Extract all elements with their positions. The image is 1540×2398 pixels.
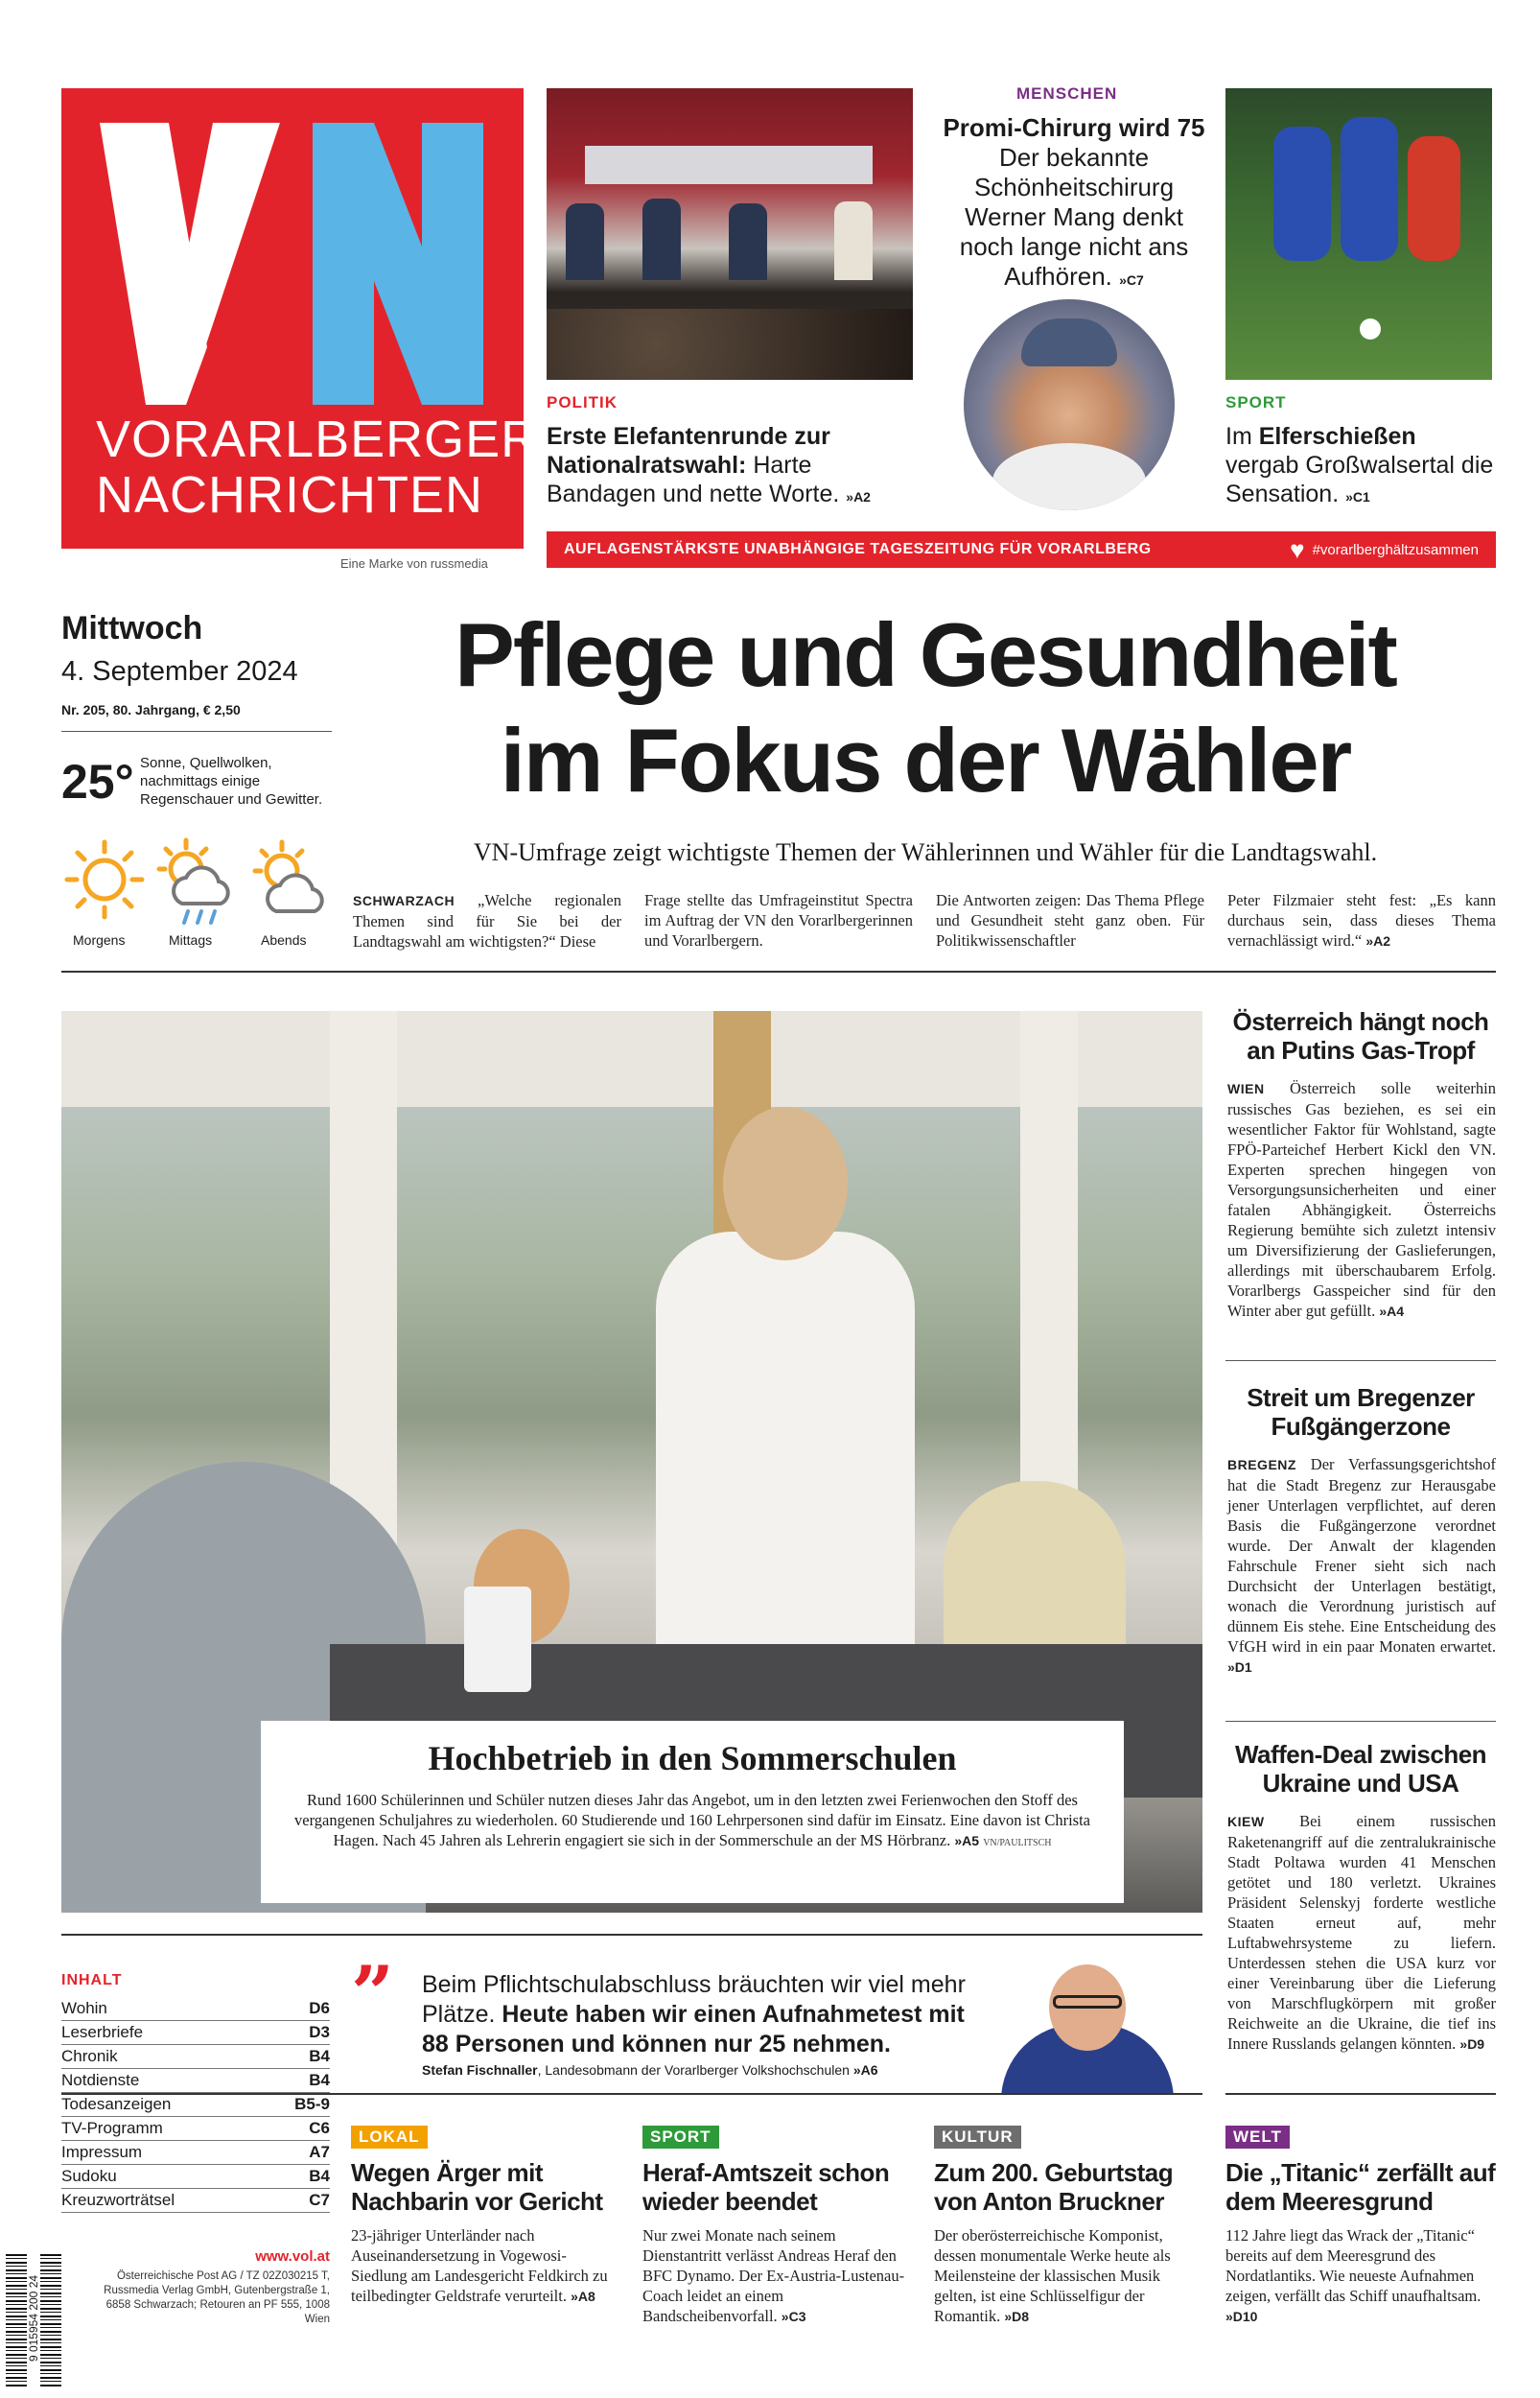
politics-headline[interactable] bbox=[547, 422, 921, 511]
quote-author bbox=[422, 2062, 997, 2078]
period-evening: Abends bbox=[261, 932, 307, 948]
masthead-logo bbox=[61, 88, 540, 549]
contents-item[interactable] bbox=[61, 2069, 330, 2093]
contents-item-label: Sudoku bbox=[61, 2167, 117, 2185]
sidebar-2-text bbox=[1227, 1454, 1496, 1678]
section-sport[interactable] bbox=[642, 2126, 911, 2327]
sidebar-divider-1 bbox=[1225, 1360, 1496, 1361]
sidebar-2-location: BREGENZ bbox=[1227, 1457, 1296, 1472]
photo-credit: VN/PAULITSCH bbox=[983, 1838, 1052, 1848]
contents-item-label: Chronik bbox=[61, 2047, 118, 2065]
quote-text-bold: Heute haben wir einen Aufnahmetest mit 88 Personen und können nur 25 nehmen. bbox=[422, 2001, 965, 2057]
lead-col-3: Die Antworten zeigen: Das Thema Pflege und Gesundheit steht ganz oben. Für Politikwissenschaftler bbox=[936, 891, 1204, 950]
sidebar-3-location: KIEW bbox=[1227, 1814, 1265, 1829]
lead-headline-line1: Pflege und Gesundheit bbox=[455, 604, 1396, 705]
section-local-headline: Wegen Ärger mit Nachbarin vor Gericht bbox=[351, 2158, 603, 2216]
section-world-body: 112 Jahre liegt das Wrack der „Titanic“ bereits auf dem Meeresgrund des Nordatlantiks. Wie neueste Aufnahmen zeigen, verfällt das Schiff unaufhaltsam. bbox=[1225, 2226, 1482, 2305]
brand-note: Eine Marke von russmedia bbox=[340, 556, 488, 571]
contents-item[interactable] bbox=[61, 2117, 330, 2141]
sidebar-3-ref: »D9 bbox=[1459, 2036, 1485, 2052]
section-sport-ref: »C3 bbox=[781, 2309, 806, 2324]
contents-item-page: D3 bbox=[309, 2023, 330, 2041]
sidebar-1-location: WIEN bbox=[1227, 1081, 1265, 1096]
sidebar-3-body: Bei einem russischen Raketenangriff auf die zentralukrainische Stadt Poltawa wurden 41 Menschen getötet und 180 verletzt. Ukraines Präsident Selenskyj forderte westliche Staaten erneut auf, mehr Luftabwehrsysteme zu liefern. Unterdessen stehen die USA kurz vor einer Vereinbarung über die Lieferung von Marschflugkörpern mit großer Reichweite an die Ukraine, die tief ins Innere Russlands gelangen könnten. bbox=[1227, 1812, 1497, 2053]
section-local[interactable] bbox=[351, 2126, 619, 2307]
lead-rule bbox=[61, 971, 1496, 973]
quote-text bbox=[422, 1970, 978, 2059]
contents-item-page: D6 bbox=[309, 1999, 330, 2017]
footer-url[interactable]: www.vol.at bbox=[255, 2248, 330, 2265]
sidebar-1-body: Österreich solle weiterhin russisches Gas beziehen, es sei ein wesentlicher Faktor für Wohlstand, sagte FPÖ-Parteichef Herbert Kickl den VN. Experten sprechen hingegen von Versorgungsunsicherheiten und einer fatalen Abhängigkeit. Österreichs Regierung bemühte sich zuletzt intensiv um Diversifizierung der Gaslieferungen, allerdings mit überschaubarem Erfolg. Vorarlbergs Gasspeicher sind für den Winter aber gut gefüllt. bbox=[1227, 1079, 1496, 1320]
people-photo bbox=[964, 299, 1175, 510]
lead-col-2: Frage stellte das Umfrageinstitut Spectra im Auftrag der VN den Vorarlbergerinnen und Vorarlbergern. bbox=[644, 891, 913, 950]
politics-photo bbox=[547, 88, 913, 380]
contents-item-page: C7 bbox=[309, 2191, 330, 2209]
vn-logo-mark bbox=[61, 88, 524, 405]
sidebar-bottom-rule bbox=[1225, 2093, 1496, 2095]
sport-photo bbox=[1225, 88, 1492, 380]
lead-col-4 bbox=[1227, 890, 1496, 952]
thunderstorm-icon bbox=[153, 836, 240, 932]
section-badge-local: LOKAL bbox=[351, 2126, 428, 2149]
lead-col1-text: „Welche regionalen Themen sind für Sie bei der Landtagswahl am wichtigsten?“ Diese bbox=[353, 891, 621, 951]
contents-item-page: B4 bbox=[309, 2071, 330, 2089]
contents-item-page: A7 bbox=[309, 2143, 330, 2161]
contents-item-page: C6 bbox=[309, 2119, 330, 2137]
barcode-number: 9 015954 200 24 bbox=[27, 2246, 40, 2390]
section-badge-world: WELT bbox=[1225, 2126, 1290, 2149]
contents-item-label: TV-Programm bbox=[61, 2119, 163, 2137]
section-culture-ref: »D8 bbox=[1004, 2309, 1030, 2324]
photo-story-ref: »A5 bbox=[954, 1833, 980, 1848]
main-bottom-rule bbox=[61, 1934, 1202, 1936]
period-noon: Mittags bbox=[169, 932, 213, 948]
contents-item[interactable] bbox=[61, 1997, 330, 2021]
contents-list bbox=[61, 1997, 330, 2213]
sidebar-2-ref: »D1 bbox=[1227, 1659, 1252, 1675]
photo-story-body: Rund 1600 Schülerinnen und Schüler nutzen dieses Jahr das Angebot, um in den letzten zwei Ferienwochen den Stoff des vergangenen Schuljahres zu wiederholen. 60 Studierende und 160 Lehrpersonen sind dafür im Einsatz. Eine davon ist Christa Hagen. Nach 45 Jahren als Lehrerin engagiert sie sich in der Sommerschule an der MS Hörbranz. bbox=[294, 1791, 1090, 1849]
contents-item-label: Notdienste bbox=[61, 2071, 140, 2089]
people-headline-rest: Der bekannte Schönheitschirurg Werner Mang denkt noch lange nicht ans Aufhören. bbox=[959, 143, 1189, 291]
contents-item[interactable] bbox=[61, 2141, 330, 2165]
contents-item-label: Leserbriefe bbox=[61, 2023, 144, 2041]
tagline-text: AUFLAGENSTÄRKSTE UNABHÄNGIGE TAGESZEITUNG FÜR VORARLBERG bbox=[564, 541, 1152, 557]
masthead-name-line2: NACHRICHTEN bbox=[96, 466, 484, 524]
photo-story-headline[interactable]: Hochbetrieb in den Sommerschulen bbox=[428, 1739, 957, 1777]
section-local-body: 23-jähriger Unterländer nach Auseinandersetzung in Vogewosi-Siedlung am Landesgericht Feldkirch zu teilbedingter Geldstrafe verurteilt. bbox=[351, 2226, 608, 2305]
contents-item-page: B5-9 bbox=[294, 2095, 330, 2113]
partly-cloudy-icon bbox=[247, 836, 334, 923]
weather-text: Sonne, Quellwolken, nachmittags einige Regenschauer und Gewitter. bbox=[140, 755, 323, 808]
heart-icon: ♥ bbox=[1290, 535, 1305, 564]
footer-imprint: Österreichische Post AG / TZ 02Z030215 T, Russmedia Verlag GmbH, Gutenbergstraße 1, 6858 Schwarzach; Retouren an PF 555, 1008 Wien bbox=[104, 2270, 330, 2325]
people-headline-bold: Promi-Chirurg wird 75 bbox=[943, 113, 1205, 142]
sidebar-3-headline[interactable]: Waffen-Deal zwischen Ukraine und USA bbox=[1234, 1740, 1487, 1798]
temperature: 25° bbox=[61, 755, 134, 809]
section-local-text bbox=[351, 2225, 619, 2307]
section-sport-body: Nur zwei Monate nach seinem Dienstantritt verlässt Andreas Heraf den BFC Dynamo. Der Ex-Austria-Lustenau-Coach leidet an einem Bandscheibenvorfall. bbox=[642, 2226, 905, 2325]
people-headline[interactable] bbox=[935, 113, 1213, 295]
section-world-headline: Die „Titanic“ zerfällt auf dem Meeresgrund bbox=[1225, 2158, 1496, 2216]
contents-item[interactable] bbox=[61, 2093, 330, 2117]
contents-item-label: Kreuzworträtsel bbox=[61, 2191, 175, 2209]
sidebar-1-text bbox=[1227, 1078, 1496, 1322]
section-culture-text bbox=[934, 2225, 1202, 2327]
section-culture-body: Der oberösterreichische Komponist, dessen monumentale Werke heute als Meilensteine der klassischen Musik gelten, ist eine Schlüsselfigur der Romantik. bbox=[934, 2226, 1171, 2325]
lead-headline-line2: im Fokus der Wähler bbox=[500, 710, 1351, 811]
contents-item[interactable] bbox=[61, 2021, 330, 2045]
politics-kicker: POLITIK bbox=[547, 393, 618, 411]
sport-ref: »C1 bbox=[1345, 489, 1370, 505]
politics-ref: »A2 bbox=[846, 489, 871, 505]
politics-headline-bold: Erste Elefantenrunde zur Nationalratswahl: bbox=[547, 423, 830, 479]
lead-subhead: VN-Umfrage zeigt wichtigste Themen der Wählerinnen und Wähler für die Landtagswahl. bbox=[473, 838, 1378, 866]
lead-col4-text: Peter Filzmaier steht fest: „Es kann durchaus sein, dass dieses Thema vernachlässigt wird.“ bbox=[1227, 891, 1496, 950]
section-world-text bbox=[1225, 2225, 1496, 2327]
contents-item[interactable] bbox=[61, 2165, 330, 2189]
section-badge-culture: KULTUR bbox=[934, 2126, 1021, 2149]
sidebar-2-headline[interactable]: Streit um Bregenzer Fußgängerzone bbox=[1247, 1383, 1475, 1441]
sport-headline-bold: Elferschießen bbox=[1258, 423, 1416, 450]
dateline-divider bbox=[61, 731, 332, 732]
sport-headline-rest: vergab Großwalsertal die Sensation. bbox=[1225, 452, 1494, 507]
period-morning: Morgens bbox=[73, 932, 126, 948]
section-badge-sport: SPORT bbox=[642, 2126, 719, 2149]
contents-item-page: B4 bbox=[309, 2047, 330, 2065]
quote-ref: »A6 bbox=[852, 2062, 878, 2078]
section-culture-headline: Zum 200. Geburtstag von Anton Bruckner bbox=[934, 2158, 1174, 2216]
sidebar-divider-2 bbox=[1225, 1721, 1496, 1722]
lead-headline[interactable] bbox=[355, 602, 1496, 813]
people-ref: »C7 bbox=[1119, 272, 1144, 288]
quote-mark-icon: ” bbox=[351, 1950, 394, 2037]
sport-kicker: SPORT bbox=[1225, 393, 1287, 411]
quote-author-name: Stefan Fischnaller bbox=[422, 2062, 538, 2078]
sport-headline[interactable] bbox=[1225, 422, 1496, 511]
contents-title: INHALT bbox=[61, 1972, 123, 1988]
contents-item[interactable] bbox=[61, 2189, 330, 2213]
photo-caption-box bbox=[261, 1721, 1124, 1903]
contents-item-label: Impressum bbox=[61, 2143, 143, 2161]
photo-story-text bbox=[288, 1790, 1097, 1853]
sun-icon bbox=[61, 836, 148, 923]
contents-item-label: Wohin bbox=[61, 1999, 107, 2017]
lead-location: SCHWARZACH bbox=[353, 893, 455, 908]
date: 4. September 2024 bbox=[61, 656, 298, 687]
hashtag-text: #vorarlberghältzusammen bbox=[1312, 541, 1479, 558]
contents-item[interactable] bbox=[61, 2045, 330, 2069]
section-local-ref: »A8 bbox=[571, 2289, 595, 2304]
contents-item-label: Todesanzeigen bbox=[61, 2095, 172, 2113]
quote-bottom-rule bbox=[61, 2093, 1202, 2095]
sport-headline-pre: Im bbox=[1225, 423, 1259, 450]
section-sport-headline: Heraf-Amtszeit schon wieder beendet bbox=[642, 2158, 890, 2216]
section-culture[interactable] bbox=[934, 2126, 1202, 2327]
quote-author-role: , Landesobmann der Vorarlberger Volkshochschulen bbox=[537, 2062, 850, 2078]
section-sport-text bbox=[642, 2225, 911, 2327]
masthead-name-line1: VORARLBERGER bbox=[96, 411, 540, 468]
sidebar-2-body: Der Verfassungsgerichtshof hat die Stadt Bregenz zur Herausgabe jener Unterlagen verpflichtet, auf deren Basis die Fußgängerzone verordnet wurde. Der Anwalt der klagenden Fahrschule Frener sieht sich nach Durchsicht der Unterlagen bestätigt, wonach die Verordnung juristisch auf dünnem Eis stehe. Eine Entscheidung des VfGH wird in ein paar Monaten erwartet. bbox=[1227, 1455, 1496, 1656]
issue-info: Nr. 205, 80. Jahrgang, € 2,50 bbox=[61, 702, 241, 717]
sidebar-1-ref: »A4 bbox=[1379, 1304, 1405, 1319]
people-kicker: MENSCHEN bbox=[1016, 84, 1118, 103]
weekday: Mittwoch bbox=[61, 610, 203, 647]
quote-text-normal: Beim Pflichtschulabschluss bräuchten wir viel mehr Plätze. bbox=[422, 1971, 966, 2028]
lead-ref: »A2 bbox=[1365, 933, 1391, 949]
sidebar-1-headline[interactable]: Österreich hängt noch an Putins Gas-Tropf bbox=[1232, 1007, 1489, 1065]
lead-col-1 bbox=[353, 890, 621, 952]
section-world[interactable] bbox=[1225, 2126, 1496, 2327]
politics-headline-rest: Harte Bandagen und nette Worte. bbox=[547, 452, 840, 507]
quote-portrait bbox=[972, 1957, 1202, 2093]
contents-item-page: B4 bbox=[309, 2167, 330, 2185]
sidebar-3-text bbox=[1227, 1811, 1496, 2055]
section-world-ref: »D10 bbox=[1225, 2309, 1258, 2324]
tagline-bar bbox=[547, 531, 1496, 568]
